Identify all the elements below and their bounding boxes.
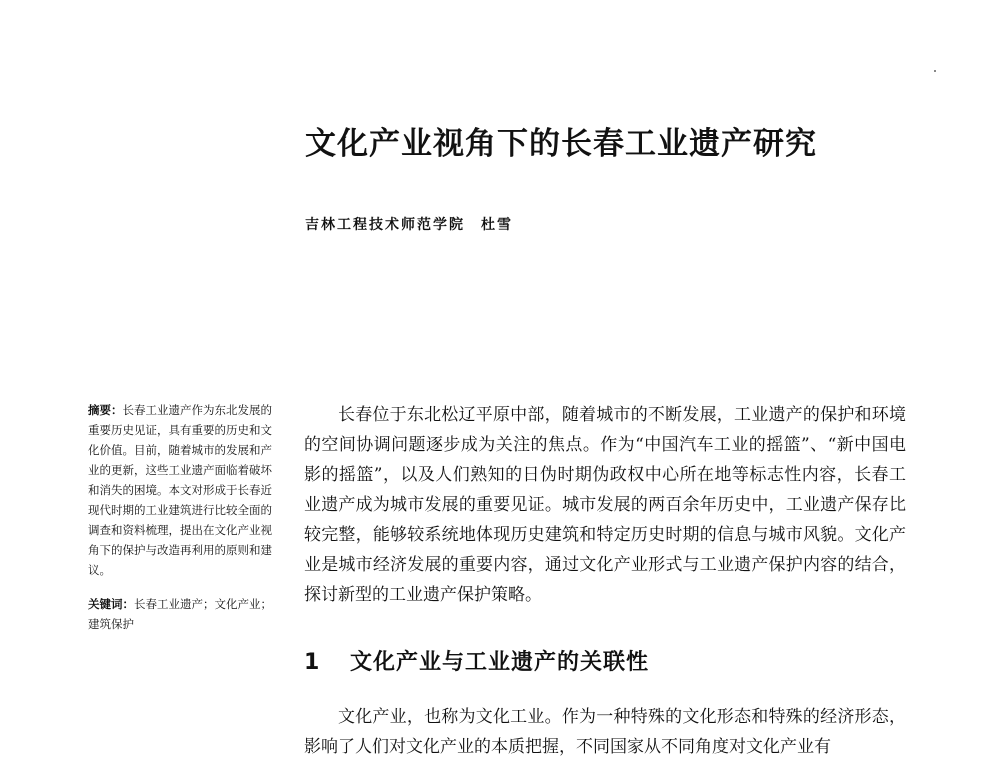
abstract-sidebar xyxy=(88,400,280,634)
keywords-label: 关键词： xyxy=(88,597,134,611)
keywords xyxy=(88,594,280,634)
section-body xyxy=(304,702,906,762)
keywords-text: 长春工业遗产；文化产业；建筑保护 xyxy=(88,597,272,631)
author-line: 吉林工程技术师范学院 杜雪 xyxy=(305,217,513,233)
abstract xyxy=(88,400,280,580)
intro-paragraph: 长春位于东北松辽平原中部，随着城市的不断发展，工业遗产的保护和环境的空间协调问题逐步成为关注的焦点。作为“中国汽车工业的摇篮”、“新中国电影的摇篮”，以及人们熟知的日伪时期伪政权中心所在地等标志性内容，长春工业遗产成为城市发展的重要见证。城市发展的两百余年历史中，工业遗产保存比较完整，能够较系统地体现历史建筑和特定历史时期的信息与城市风貌。文化产业是城市经济发展的重要内容，通过文化产业形式与工业遗产保护内容的结合，探讨新型的工业遗产保护策略。 xyxy=(304,405,906,605)
scan-speck xyxy=(934,70,936,72)
intro-section xyxy=(304,400,906,610)
abstract-text: 长春工业遗产作为东北发展的重要历史见证，具有重要的历史和文化价值。目前，随着城市的发展和产业的更新，这些工业遗产面临着破坏和消失的困境。本文对形成于长春近现代时期的工业建筑进行比较全面的调查和资料梳理，提出在文化产业视角下的保护与改造再利用的原则和建议。 xyxy=(88,403,272,577)
section-paragraph: 文化产业，也称为文化工业。作为一种特殊的文化形态和特殊的经济形态，影响了人们对文化产业的本质把握，不同国家从不同角度对文化产业有 xyxy=(304,707,906,757)
section-number: 1 xyxy=(304,650,321,675)
abstract-label: 摘要： xyxy=(88,403,123,417)
section-heading xyxy=(304,645,649,676)
section-title: 文化产业与工业遗产的关联性 xyxy=(350,650,650,675)
paper-title: 文化产业视角下的长春工业遗产研究 xyxy=(305,126,817,162)
